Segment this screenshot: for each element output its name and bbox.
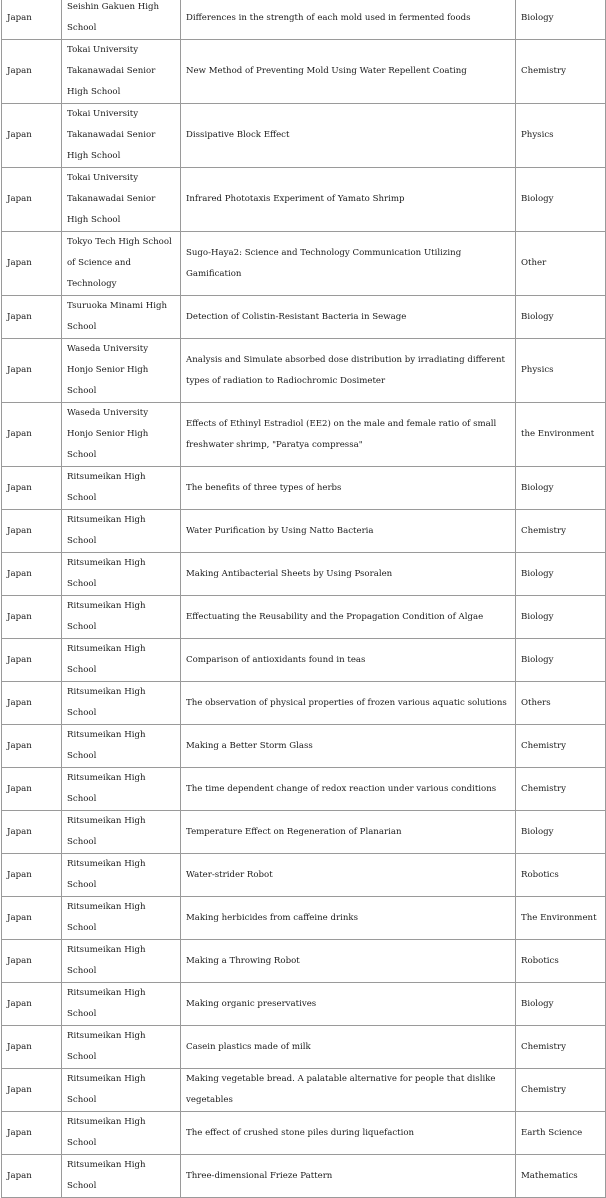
- school-cell: Tokai University Takanawadai Senior High School: [62, 168, 181, 232]
- school-cell: Ritsumeikan High School: [62, 983, 181, 1026]
- table-row: [2, 639, 606, 682]
- title-cell: The time dependent change of redox reaction under various conditions: [181, 768, 516, 811]
- school-cell: Waseda University Honjo Senior High School: [62, 403, 181, 467]
- country-cell: Japan: [2, 403, 62, 467]
- table-row: [2, 168, 606, 232]
- projects-table: [1, 0, 606, 1198]
- country-cell: Japan: [2, 639, 62, 682]
- table-row: [2, 725, 606, 768]
- school-cell: Ritsumeikan High School: [62, 897, 181, 940]
- country-cell: Japan: [2, 40, 62, 104]
- title-cell: Effectuating the Reusability and the Propagation Condition of Algae: [181, 596, 516, 639]
- country-cell: Japan: [2, 0, 62, 40]
- school-cell: Ritsumeikan High School: [62, 639, 181, 682]
- table-row: [2, 232, 606, 296]
- school-cell: Seishin Gakuen High School: [62, 0, 181, 40]
- title-cell: Making organic preservatives: [181, 983, 516, 1026]
- subject-cell: Others: [516, 682, 606, 725]
- school-cell: Tokai University Takanawadai Senior High School: [62, 104, 181, 168]
- country-cell: Japan: [2, 553, 62, 596]
- title-cell: Comparison of antioxidants found in teas: [181, 639, 516, 682]
- country-cell: Japan: [2, 467, 62, 510]
- title-cell: Making a Throwing Robot: [181, 940, 516, 983]
- subject-cell: Physics: [516, 339, 606, 403]
- country-cell: Japan: [2, 854, 62, 897]
- subject-cell: Earth Science: [516, 1112, 606, 1155]
- title-cell: Differences in the strength of each mold used in fermented foods: [181, 0, 516, 40]
- school-cell: Tsuruoka Minami High School: [62, 296, 181, 339]
- subject-cell: Other: [516, 232, 606, 296]
- title-cell: Sugo-Haya2: Science and Technology Communication Utilizing Gamification: [181, 232, 516, 296]
- table-row: [2, 296, 606, 339]
- country-cell: Japan: [2, 168, 62, 232]
- school-cell: Ritsumeikan High School: [62, 1026, 181, 1069]
- title-cell: The benefits of three types of herbs: [181, 467, 516, 510]
- subject-cell: Biology: [516, 639, 606, 682]
- table-row: [2, 596, 606, 639]
- table-row: [2, 1112, 606, 1155]
- title-cell: Analysis and Simulate absorbed dose distribution by irradiating different types of radiation to Radiochromic Dosimeter: [181, 339, 516, 403]
- table-row: [2, 940, 606, 983]
- subject-cell: Chemistry: [516, 40, 606, 104]
- subject-cell: Biology: [516, 596, 606, 639]
- table-row: [2, 0, 606, 40]
- subject-cell: Chemistry: [516, 725, 606, 768]
- school-cell: Ritsumeikan High School: [62, 510, 181, 553]
- table-row: [2, 811, 606, 854]
- table-row: [2, 768, 606, 811]
- country-cell: Japan: [2, 983, 62, 1026]
- table-row: [2, 1026, 606, 1069]
- subject-cell: Biology: [516, 553, 606, 596]
- school-cell: Ritsumeikan High School: [62, 1069, 181, 1112]
- table-row: [2, 553, 606, 596]
- subject-cell: Biology: [516, 296, 606, 339]
- title-cell: Infrared Phototaxis Experiment of Yamato Shrimp: [181, 168, 516, 232]
- subject-cell: Chemistry: [516, 768, 606, 811]
- school-cell: Ritsumeikan High School: [62, 1155, 181, 1198]
- country-cell: Japan: [2, 296, 62, 339]
- country-cell: Japan: [2, 940, 62, 983]
- projects-table-body: [2, 0, 606, 1198]
- title-cell: Making vegetable bread. A palatable alternative for people that dislike vegetables: [181, 1069, 516, 1112]
- title-cell: Temperature Effect on Regeneration of Planarian: [181, 811, 516, 854]
- country-cell: Japan: [2, 339, 62, 403]
- table-row: [2, 510, 606, 553]
- country-cell: Japan: [2, 510, 62, 553]
- table-row: [2, 339, 606, 403]
- country-cell: Japan: [2, 1069, 62, 1112]
- subject-cell: Robotics: [516, 854, 606, 897]
- table-row: [2, 1069, 606, 1112]
- subject-cell: Chemistry: [516, 1069, 606, 1112]
- table-row: [2, 40, 606, 104]
- title-cell: Effects of Ethinyl Estradiol (EE2) on the male and female ratio of small freshwater shrimp, "Paratya compressa": [181, 403, 516, 467]
- country-cell: Japan: [2, 725, 62, 768]
- country-cell: Japan: [2, 104, 62, 168]
- title-cell: Casein plastics made of milk: [181, 1026, 516, 1069]
- table-row: [2, 1155, 606, 1198]
- subject-cell: the Environment: [516, 403, 606, 467]
- school-cell: Ritsumeikan High School: [62, 768, 181, 811]
- title-cell: New Method of Preventing Mold Using Water Repellent Coating: [181, 40, 516, 104]
- school-cell: Waseda University Honjo Senior High School: [62, 339, 181, 403]
- country-cell: Japan: [2, 596, 62, 639]
- subject-cell: The Environment: [516, 897, 606, 940]
- subject-cell: Chemistry: [516, 1026, 606, 1069]
- subject-cell: Robotics: [516, 940, 606, 983]
- title-cell: The effect of crushed stone piles during liquefaction: [181, 1112, 516, 1155]
- title-cell: The observation of physical properties of frozen various aquatic solutions: [181, 682, 516, 725]
- subject-cell: Physics: [516, 104, 606, 168]
- country-cell: Japan: [2, 1155, 62, 1198]
- school-cell: Ritsumeikan High School: [62, 725, 181, 768]
- subject-cell: Biology: [516, 983, 606, 1026]
- title-cell: Making a Better Storm Glass: [181, 725, 516, 768]
- country-cell: Japan: [2, 768, 62, 811]
- title-cell: Making herbicides from caffeine drinks: [181, 897, 516, 940]
- country-cell: Japan: [2, 897, 62, 940]
- subject-cell: Biology: [516, 467, 606, 510]
- table-row: [2, 682, 606, 725]
- school-cell: Tokai University Takanawadai Senior High School: [62, 40, 181, 104]
- country-cell: Japan: [2, 1026, 62, 1069]
- table-row: [2, 854, 606, 897]
- table-row: [2, 104, 606, 168]
- school-cell: Tokyo Tech High School of Science and Technology: [62, 232, 181, 296]
- subject-cell: Biology: [516, 168, 606, 232]
- table-row: [2, 983, 606, 1026]
- country-cell: Japan: [2, 232, 62, 296]
- school-cell: Ritsumeikan High School: [62, 553, 181, 596]
- school-cell: Ritsumeikan High School: [62, 467, 181, 510]
- subject-cell: Biology: [516, 811, 606, 854]
- title-cell: Detection of Colistin-Resistant Bacteria in Sewage: [181, 296, 516, 339]
- title-cell: Making Antibacterial Sheets by Using Psoralen: [181, 553, 516, 596]
- country-cell: Japan: [2, 811, 62, 854]
- school-cell: Ritsumeikan High School: [62, 682, 181, 725]
- title-cell: Water Purification by Using Natto Bacteria: [181, 510, 516, 553]
- title-cell: Water-strider Robot: [181, 854, 516, 897]
- title-cell: Dissipative Block Effect: [181, 104, 516, 168]
- subject-cell: Chemistry: [516, 510, 606, 553]
- title-cell: Three-dimensional Frieze Pattern: [181, 1155, 516, 1198]
- school-cell: Ritsumeikan High School: [62, 1112, 181, 1155]
- country-cell: Japan: [2, 1112, 62, 1155]
- subject-cell: Biology: [516, 0, 606, 40]
- subject-cell: Mathematics: [516, 1155, 606, 1198]
- table-row: [2, 467, 606, 510]
- table-row: [2, 403, 606, 467]
- school-cell: Ritsumeikan High School: [62, 596, 181, 639]
- school-cell: Ritsumeikan High School: [62, 811, 181, 854]
- school-cell: Ritsumeikan High School: [62, 940, 181, 983]
- school-cell: Ritsumeikan High School: [62, 854, 181, 897]
- table-row: [2, 897, 606, 940]
- country-cell: Japan: [2, 682, 62, 725]
